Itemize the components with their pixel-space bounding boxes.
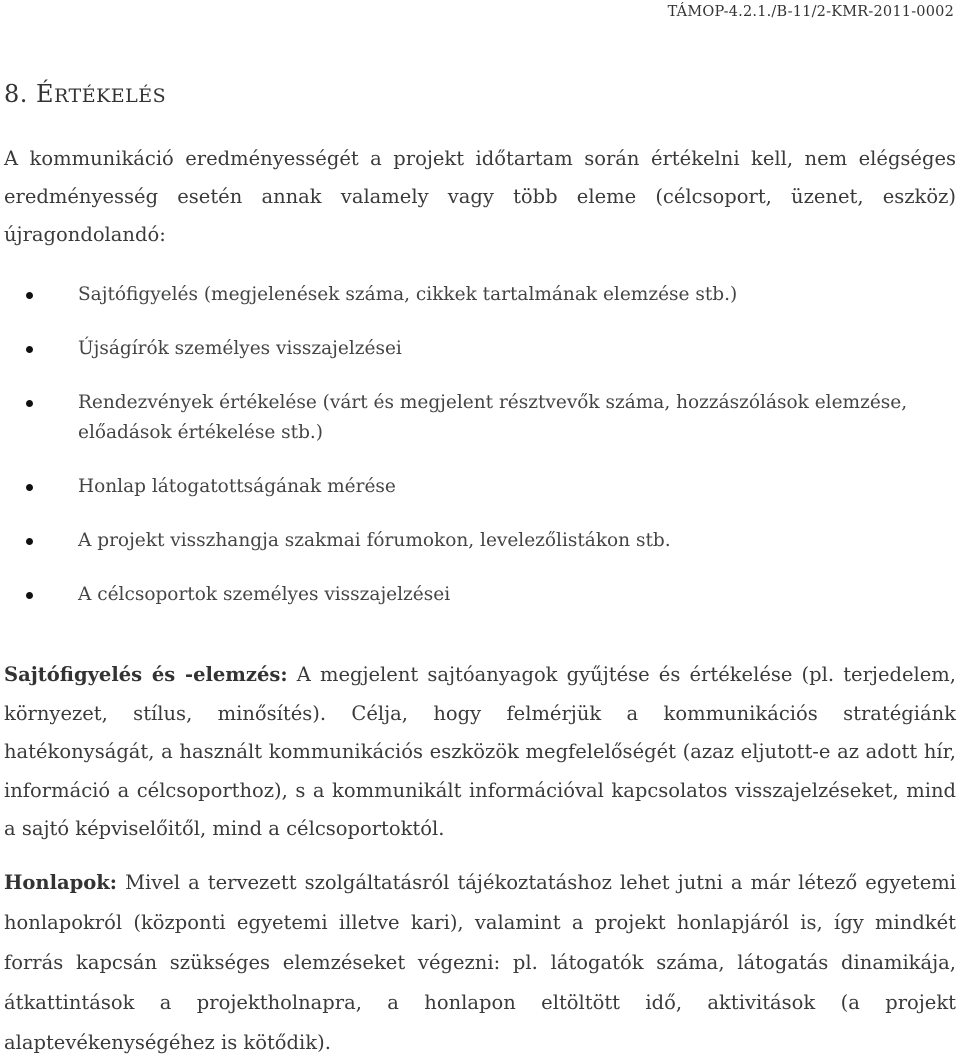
section-number: 8.	[4, 80, 28, 108]
list-item	[0, 526, 960, 556]
bullet-icon	[26, 400, 33, 407]
websites-paragraph	[4, 863, 956, 1063]
paragraph-text: Mivel a tervezett szolgáltatásról tájékoztatáshoz lehet jutni a már létező egyetemi honlapokról (központi egyetemi illetve kari), valamint a projekt honlapjáról is, így mindkét forrás kapcsán szükséges elemzéseket végezni: pl. látogatók száma, látogatás dinamikája, átkattintások a projektholnapra, a honlapon eltöltött idő, aktivitások (a projekt alaptevékenységéhez is kötődik).	[4, 871, 956, 1054]
list-item	[0, 280, 960, 310]
paragraph-lead: Honlapok:	[4, 871, 118, 894]
document-code-header: TÁMOP-4.2.1./B-11/2-KMR-2011-0002	[667, 4, 954, 20]
list-item-text: Újságírók személyes visszajelzései	[78, 338, 402, 359]
bullet-icon	[26, 592, 33, 599]
list-item-text: A célcsoportok személyes visszajelzései	[78, 584, 451, 605]
section-title-initial: É	[36, 80, 55, 108]
paragraph-text: A megjelent sajtóanyagok gyűjtése és értékelése (pl. terjedelem, környezet, stílus, minősítés). Célja, hogy felmérjük a kommunikációs stratégiánk hatékonyságát, a használt kommunikációs eszközök megfelelőségét (azaz eljutott-e az adott hír, információ a célcsoporthoz), s a kommunikált információval kapcsolatos visszajelzéseket, mind a sajtó képviselőitől, mind a célcsoportoktól.	[4, 663, 956, 840]
list-item	[0, 472, 960, 502]
list-item	[0, 334, 960, 364]
bullet-icon	[26, 346, 33, 353]
paragraph-lead: Sajtófigyelés és -elemzés:	[4, 663, 288, 686]
list-item-text: A projekt visszhangja szakmai fórumokon, levelezőlistákon stb.	[78, 530, 671, 551]
list-item	[0, 388, 960, 448]
section-heading	[4, 80, 166, 108]
press-monitoring-paragraph	[4, 656, 956, 849]
bullet-icon	[26, 538, 33, 545]
list-item	[0, 580, 960, 610]
list-item-text: Rendezvények értékelése (várt és megjelent résztvevők száma, hozzászólások elemzése, előadások értékelése stb.)	[78, 392, 908, 443]
section-title-rest: RTÉKELÉS	[54, 85, 167, 107]
evaluation-methods-list	[0, 272, 960, 610]
bullet-icon	[26, 484, 33, 491]
list-item-text: Honlap látogatottságának mérése	[78, 476, 396, 497]
bullet-icon	[26, 292, 33, 299]
list-item-text: Sajtófigyelés (megjelenések száma, cikkek tartalmának elemzése stb.)	[78, 284, 738, 305]
intro-paragraph: A kommunikáció eredményességét a projekt időtartam során értékelni kell, nem elégséges eredményesség esetén annak valamely vagy több eleme (célcsoport, üzenet, eszköz) újragondolandó:	[4, 147, 956, 246]
